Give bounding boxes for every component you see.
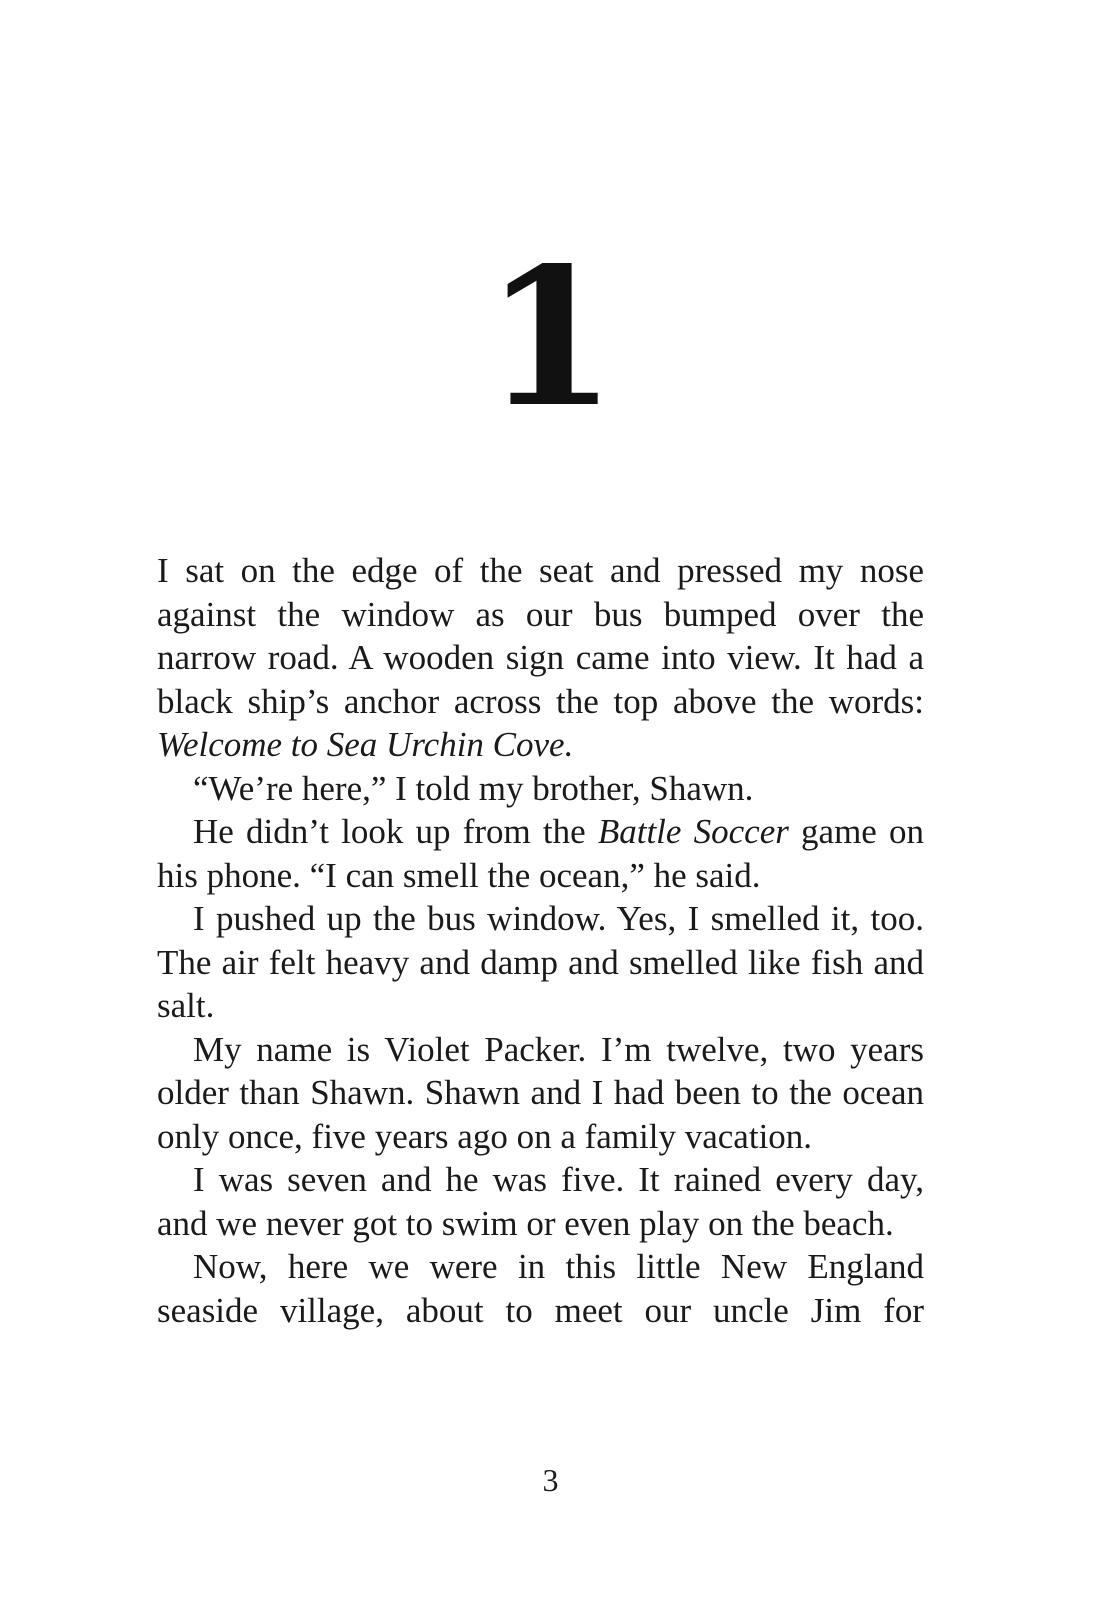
chapter-number: 1	[484, 226, 617, 449]
paragraph: “We’re here,” I told my brother, Shawn.	[193, 768, 754, 808]
paragraph: My name is Violet Packer. I’m twelve, two years older than Shawn. Shawn and I had been to the ocean only once, five years ago on a family vacation.	[157, 1029, 924, 1156]
body-text	[157, 549, 924, 1332]
paragraph: Now, here we were in this little New England seaside village, about to meet our uncle Jim for	[157, 1247, 924, 1330]
game-title: Battle Soccer	[597, 812, 789, 851]
sign-text: Welcome to Sea Urchin Cove.	[157, 725, 574, 764]
paragraph: I was seven and he was five. It rained every day, and we never got to swim or even play on the beach.	[157, 1160, 924, 1243]
paragraph: I pushed up the bus window. Yes, I smelled it, too. The air felt heavy and damp and smelled like fish and salt.	[157, 899, 924, 1025]
paragraph: He didn’t look up from the Battle Soccer game on his phone. “I can smell the ocean,” he said.	[157, 812, 925, 895]
page-number: 3	[542, 1462, 559, 1498]
paragraph: I sat on the edge of the seat and pressed my nose against the window as our bus bumped over the narrow road. A wooden sign came into view. It had a black ship’s anchor across the top above the words: Welcome to Sea Urchin Cove.	[157, 551, 924, 764]
